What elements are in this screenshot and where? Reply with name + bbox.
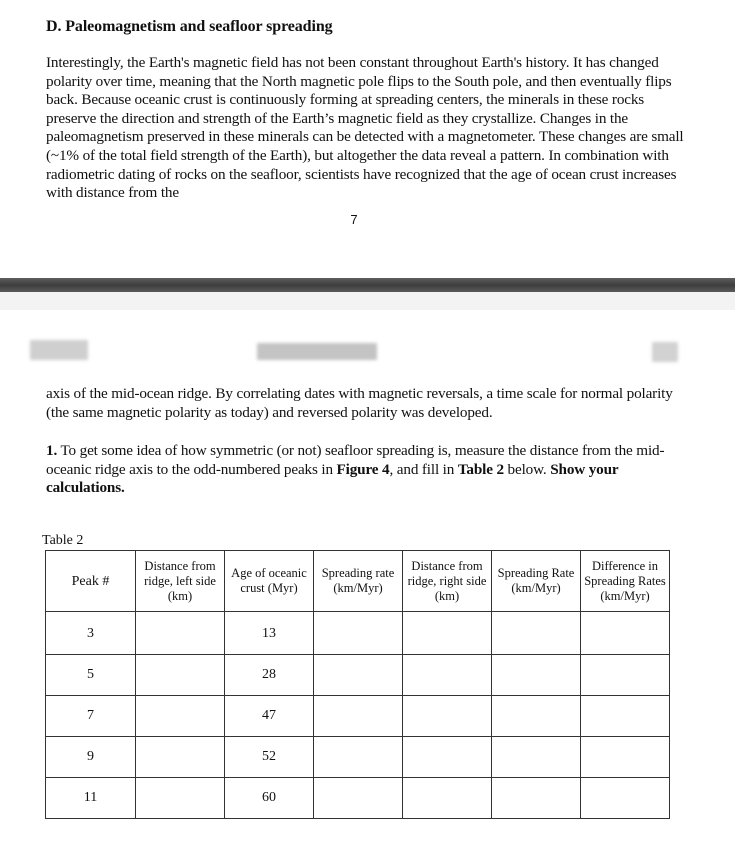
cell-peak: 3 <box>46 612 136 655</box>
table-2 <box>45 550 670 819</box>
question-text-c: below. <box>503 460 551 478</box>
cell-rate-right[interactable] <box>492 655 581 696</box>
table-row <box>46 612 670 655</box>
header-distance-right: Distance from ridge, right side (km) <box>403 551 492 612</box>
cell-rate-left[interactable] <box>314 778 403 819</box>
figure-reference: Figure 4 <box>336 460 390 478</box>
blurred-header-left <box>30 340 88 360</box>
table-row <box>46 696 670 737</box>
blurred-header-center <box>257 343 377 360</box>
question-text-d: . <box>120 479 125 497</box>
page-divider <box>0 278 735 292</box>
cell-distance-left[interactable] <box>136 778 225 819</box>
cell-rate-right[interactable] <box>492 737 581 778</box>
cell-age: 47 <box>225 696 314 737</box>
cell-rate-right[interactable] <box>492 696 581 737</box>
cell-rate-difference[interactable] <box>581 737 670 778</box>
cell-age: 13 <box>225 612 314 655</box>
cell-rate-left[interactable] <box>314 737 403 778</box>
cell-distance-left[interactable] <box>136 737 225 778</box>
cell-peak: 5 <box>46 655 136 696</box>
cell-rate-left[interactable] <box>314 655 403 696</box>
cell-distance-right[interactable] <box>403 778 492 819</box>
cell-distance-right[interactable] <box>403 696 492 737</box>
cell-rate-difference[interactable] <box>581 696 670 737</box>
paragraph-paleomagnetism: Interestingly, the Earth's magnetic field has not been constant throughout Earth's history. It has changed polarity over time, meaning that the North magnetic pole flips to the South pole, and then eventually flips back. Because oceanic crust is continuously forming at spreading centers, the minerals in these rocks preserve the direction and strength of the Earth’s magnetic field as they crystallize. Changes in the paleomagnetism preserved in these minerals can be detected with a magnetometer. These changes are small (~1% of the total field strength of the Earth), but altogether the data reveal a pattern. In combination with radiometric dating of rocks on the seafloor, scientists have recognized that the age of ocean crust increases with distance from the <box>46 54 684 202</box>
table-caption: Table 2 <box>42 533 84 548</box>
paragraph-continuation: axis of the mid-ocean ridge. By correlating dates with magnetic reversals, a time scale for normal polarity (the same magnetic polarity as today) and reversed polarity was developed. <box>46 385 673 421</box>
page-gap <box>0 292 735 310</box>
header-spreading-rate-right: Spreading Rate (km/Myr) <box>492 551 581 612</box>
table-header-row <box>46 551 670 612</box>
header-distance-left: Distance from ridge, left side (km) <box>136 551 225 612</box>
cell-distance-left[interactable] <box>136 655 225 696</box>
cell-peak: 9 <box>46 737 136 778</box>
question-number: 1. <box>46 442 58 459</box>
cell-rate-right[interactable] <box>492 778 581 819</box>
table-reference: Table 2 <box>457 460 504 478</box>
table-row <box>46 737 670 778</box>
blurred-header-right <box>652 342 678 362</box>
table-row <box>46 655 670 696</box>
cell-rate-difference[interactable] <box>581 778 670 819</box>
cell-distance-left[interactable] <box>136 612 225 655</box>
question-text-b: , and fill in <box>389 460 458 478</box>
cell-rate-right[interactable] <box>492 612 581 655</box>
question-1 <box>46 442 686 498</box>
cell-distance-right[interactable] <box>403 612 492 655</box>
table-row <box>46 778 670 819</box>
section-heading: D. Paleomagnetism and seafloor spreading <box>46 18 333 35</box>
cell-peak: 7 <box>46 696 136 737</box>
page-number: 7 <box>350 212 358 227</box>
cell-peak: 11 <box>46 778 136 819</box>
cell-distance-right[interactable] <box>403 737 492 778</box>
cell-rate-left[interactable] <box>314 612 403 655</box>
header-peak-number: Peak # <box>46 551 136 612</box>
cell-rate-left[interactable] <box>314 696 403 737</box>
question-text-a: To get some idea of how symmetric (or not) seafloor spreading is, measure the distance from the mid-oceanic ridge axis to the odd-numbered peaks in <box>46 442 665 478</box>
header-age: Age of oceanic crust (Myr) <box>225 551 314 612</box>
cell-age: 28 <box>225 655 314 696</box>
cell-distance-right[interactable] <box>403 655 492 696</box>
cell-rate-difference[interactable] <box>581 655 670 696</box>
cell-age: 52 <box>225 737 314 778</box>
cell-distance-left[interactable] <box>136 696 225 737</box>
header-spreading-rate-left: Spreading rate (km/Myr) <box>314 551 403 612</box>
header-rate-difference: Difference in Spreading Rates (km/Myr) <box>581 551 670 612</box>
question-instruction: Show your calculations <box>46 460 619 497</box>
cell-age: 60 <box>225 778 314 819</box>
page-upper-area <box>0 0 735 278</box>
cell-rate-difference[interactable] <box>581 612 670 655</box>
